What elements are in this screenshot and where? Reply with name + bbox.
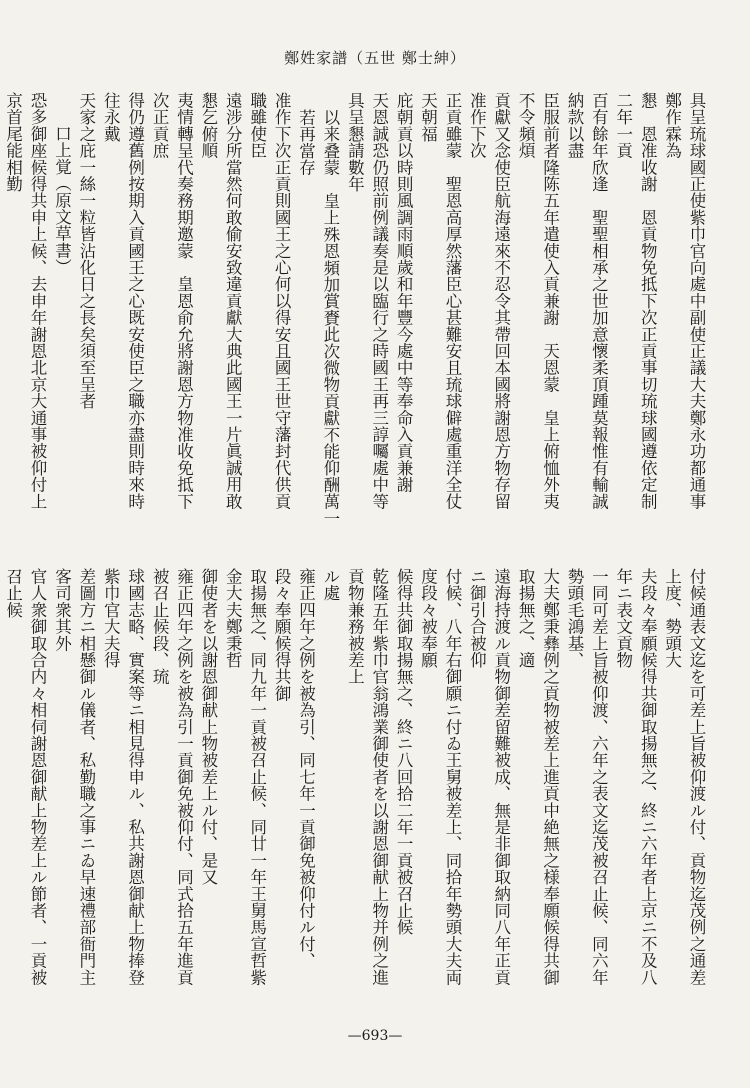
text-line: 懇 恩准收謝 恩貢物免抵下次正貢事切琉球國遵依定制二年一貢 <box>613 92 658 510</box>
text-line: 准作下次正貢則國王之心何以得安且國王世守藩封代供貢職雖使臣 <box>247 92 292 510</box>
text-line: 一同可差上旨被仰渡、六年之表文迄茂被召止候、同六年勢頭毛鴻基、 <box>564 568 609 986</box>
text-line: 付候、八年右御願ニ付ゐ王舅被差上、同拾年勢頭大夫両度段々被奉願 <box>418 568 462 986</box>
text-line: 百有餘年欣逢 聖聖相承之世加意懷柔頂踵莫報惟有輸誠納款以盡 <box>564 92 609 510</box>
text-line: 貢獻又念使臣航海遠來不忍令其帶回本國將謝恩方物存留准作下次 <box>467 92 511 510</box>
text-line: 球國志略、實案等ニ相見得申ル、私共謝恩御献上物捧登紫巾官大夫得 <box>101 568 145 986</box>
text-line: 口上覚（原文草書） <box>52 125 72 276</box>
text-line: 天家之庇一絲一粒皆沾化日之長矣須至呈者 <box>76 92 96 410</box>
text-line: 得仍遵舊例按期入貢國王之心既安使臣之職亦盡則時來時往永戴 <box>101 92 145 510</box>
text-line: 夫段々奉願候得共御取揚無之、終ニ六年者上京ニ不及八年ニ表文貢物 <box>613 568 658 986</box>
text-line: 具呈琉球國正使紫巾官向處中副使正議大夫鄭永功都通事鄭作霖為 <box>662 92 706 510</box>
text-line: 乾隆五年紫巾官翁鴻業御使者を以謝恩御献上物并例之進貢物兼務被差上 <box>345 568 389 986</box>
page-number: —693— <box>347 1028 403 1044</box>
text-line: 遠海持渡ル貢物御差留難被成、無是非御取納同八年正貢ニ御引合被仰 <box>467 568 511 986</box>
page-header: 鄭姓家譜（五世 鄭士紳） <box>284 49 466 67</box>
text-line: 差圖方ニ相懸御ル儀者、私勤職之事ニゐ早速禮部衙門主客司衆其外 <box>52 568 96 986</box>
text-line: 御使者を以謝恩御献上物被差上ル付、是又 <box>198 568 218 886</box>
lower-text-block <box>3 568 708 998</box>
text-line: 付候通表文迄を可差上旨被仰渡ル付、貢物迄茂例之通差上度、勢頭大 <box>662 568 706 986</box>
text-line: 夷情轉呈代奏務期邀蒙 皇恩俞允將謝恩方物准收免抵下次正貢庶 <box>150 92 194 510</box>
text-line: 雍正四年之例を被為引、同七年一貢御免被仰付ル付、段々奉願候得共御 <box>272 568 316 969</box>
text-line: 庇朝貢以時則風調雨順歲和年豐今處中等奉命入貢兼謝 <box>394 92 414 493</box>
text-line: 正貢雖蒙 聖恩高厚然藩臣心甚難安且琉球僻處重洋全仗 天朝福 <box>418 92 462 527</box>
upper-text-block <box>3 92 708 527</box>
text-line: 臣服前者隆陈五年遣使入貢兼謝 天恩蒙 皇上俯恤外夷不令頻煩 <box>516 92 560 510</box>
text-line: 遠涉分所當然何敢偷安致違貢獻大典此國王一片眞誠用敢懇乞俯順 <box>198 92 243 510</box>
text-line: 以来叠蒙 皇上殊恩頻加賞賚此次微物貢獻不能仰酬萬一若再當存 <box>296 108 340 526</box>
text-line: 大夫鄭秉彝例之貢物被差上進貢中絶無之様奉願候得共御取揚無之、適 <box>516 568 560 986</box>
text-line: 候得共御取揚無之、終ニ八回拾二年一貢被召止候 <box>394 568 414 936</box>
text-line: 雍正四年之例を被為引一貢御免被仰付、同式拾五年進貢被召止候段、琉 <box>150 568 194 986</box>
text-line: 天恩誠恐仍照前例議奏是以臨行之時國王再三諄囑處中等具呈懇請數年 <box>345 92 389 510</box>
text-line: 取揚無之、同九年一貢被召止候、同廿一年王舅馬宣哲紫金大夫鄭秉哲 <box>223 568 267 986</box>
text-line: 官人衆御取合内々相伺謝恩御献上物差上ル節者、一貢被召止候 <box>3 568 48 986</box>
text-line: 恐多御座候得共申上候、去申年謝恩北京大通事被仰付上京首尾能相勤 <box>3 92 48 510</box>
text-line: ル處 <box>320 568 340 602</box>
